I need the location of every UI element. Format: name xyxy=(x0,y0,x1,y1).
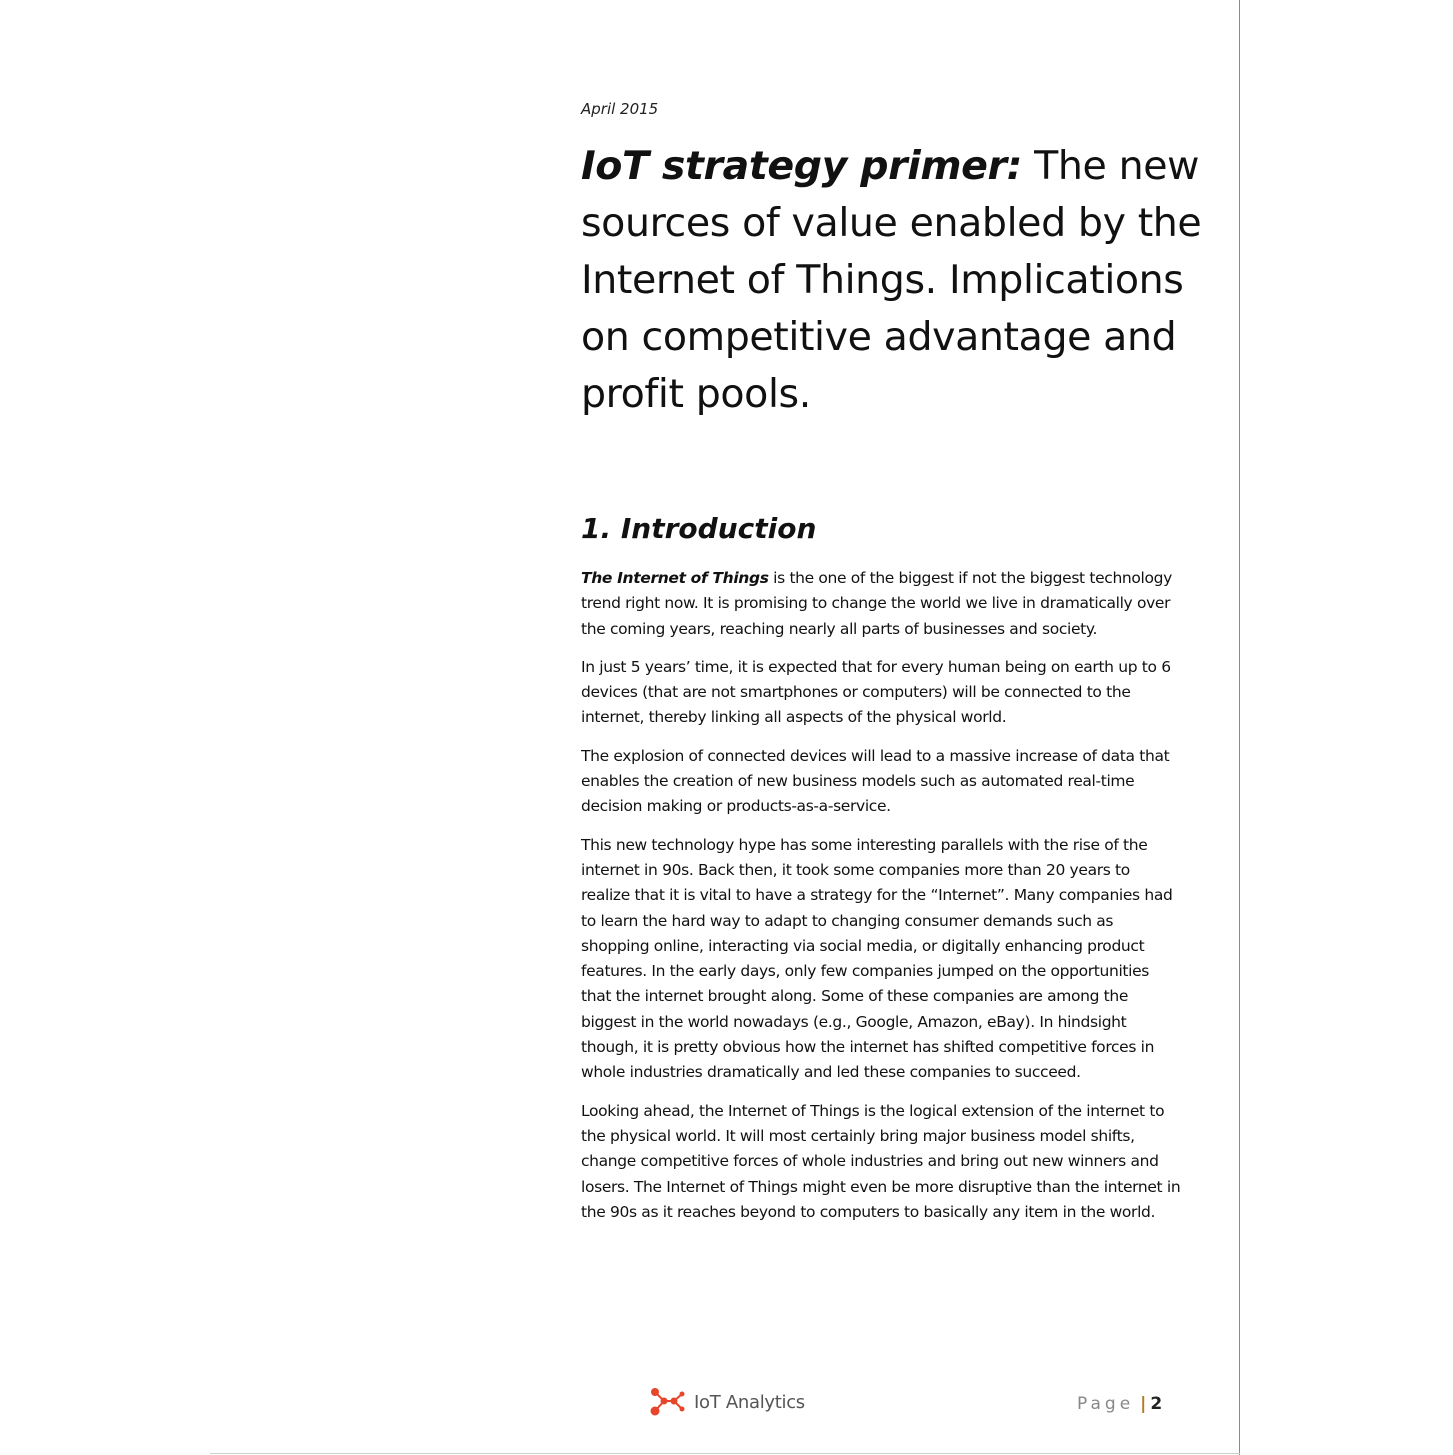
section-heading: 1. Introduction xyxy=(581,512,817,545)
footer-logo xyxy=(648,1386,805,1418)
paragraph-3: The explosion of connected devices will lead to a massive increase of data that enables the creation of new business models such as automated real-time decision making or products-as-a-service. xyxy=(581,746,1170,816)
document-date: April 2015 xyxy=(581,100,659,118)
paragraph-5: Looking ahead, the Internet of Things is the logical extension of the internet to the physical world. It will most certainly bring major business model shifts, change competitive forces of whole industries and bring out new winners and losers. The Internet of Things might even be more disruptive than the internet in the 90s as it reaches beyond to computers to basically any item in the world. xyxy=(581,1101,1181,1221)
page-number: 2 xyxy=(1150,1394,1163,1414)
document-title xyxy=(581,138,1221,423)
paragraph-1-lead: The Internet of Things xyxy=(581,569,769,587)
network-nodes-icon xyxy=(648,1386,688,1418)
page-edge-bottom xyxy=(210,1453,1240,1454)
logo-text: IoT Analytics xyxy=(694,1391,805,1413)
page-word: Page xyxy=(1077,1394,1135,1414)
title-rest-part: The new sources of value enabled by the Internet of Things. Implications on competitive advantage and profit pools. xyxy=(581,143,1202,417)
paragraph-1-rest: is the one of the biggest if not the biggest technology trend right now. It is promising to change the world we live in dramatically over the coming years, reaching nearly all parts of businesses and society. xyxy=(581,569,1172,638)
paragraph-2: In just 5 years’ time, it is expected that for every human being on earth up to 6 devices (that are not smartphones or computers) will be connected to the internet, thereby linking all aspects of the physical world. xyxy=(581,657,1171,727)
page-separator: | xyxy=(1140,1394,1147,1414)
document-body xyxy=(581,566,1181,1238)
page-number-label xyxy=(1077,1394,1162,1414)
paragraph-4: This new technology hype has some interesting parallels with the rise of the internet in 90s. Back then, it took some companies more than 20 years to realize that it is vital to have a strategy for the “Internet”. Many companies had to learn the hard way to adapt to changing consumer demands such as shopping online, interacting via social media, or digitally enhancing product features. In the early days, only few companies jumped on the opportunities that the internet brought along. Some of these companies are among the biggest in the world nowadays (e.g., Google, Amazon, eBay). In hindsight though, it is pretty obvious how the internet has shifted competitive forces in whole industries dramatically and led these companies to succeed. xyxy=(581,835,1173,1082)
page-edge-right xyxy=(1239,0,1240,1455)
title-bold-part: IoT strategy primer: xyxy=(581,143,1023,189)
paragraph-1 xyxy=(581,566,1181,642)
